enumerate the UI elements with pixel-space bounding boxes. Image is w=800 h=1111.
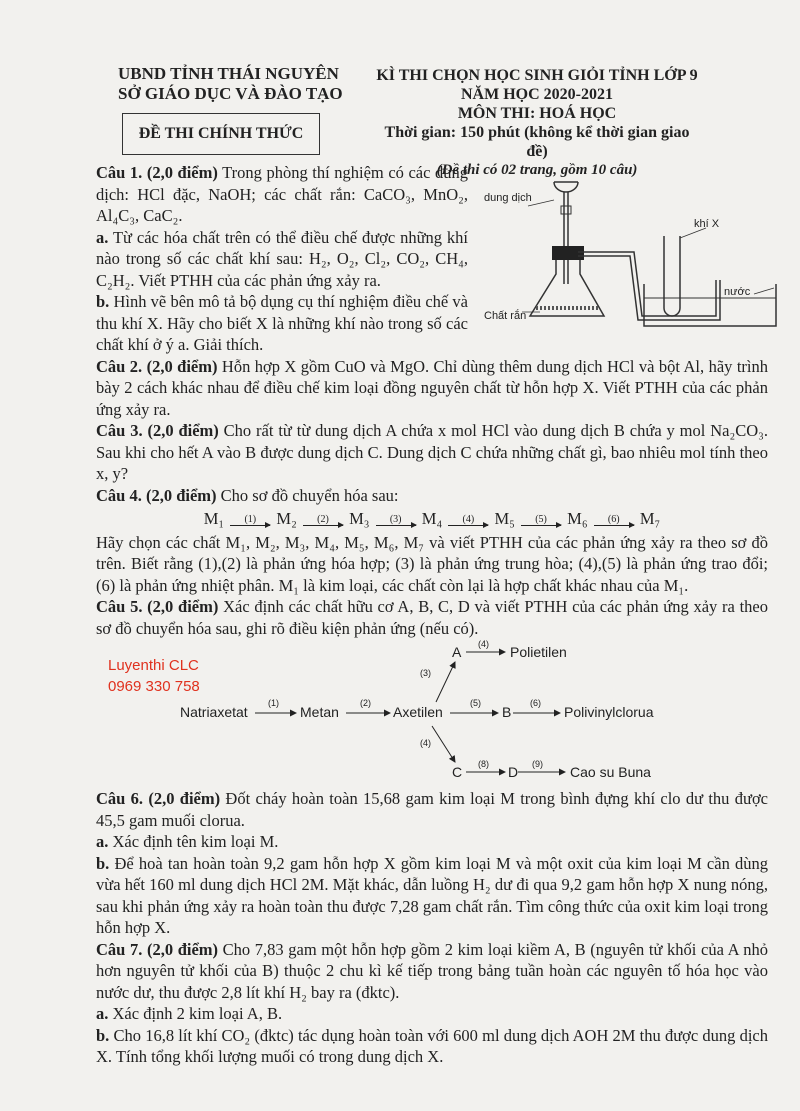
chain-arrow-2: (2) (303, 515, 343, 526)
q7-intro: Cho 7,83 gam một hỗn hợp gồm 2 kim loại kiềm A, B (nguyên tử khối của A nhỏ hơn nguyên tử khối của B) thuộc 2 chu kì kế tiếp trong bảng tuần hoàn các nguyên tố hóa học vào nước dư, thu được 2,8 lít khí H₂ bay ra (đktc). (96, 939, 768, 1002)
chain-m2: M₂ (276, 509, 297, 528)
school-year: NĂM HỌC 2020-2021 (461, 86, 613, 103)
chain-m5: M₅ (494, 509, 515, 528)
q7-a-text: Xác định 2 kim loại A, B. (108, 1004, 283, 1023)
scheme-step-4a: (4) (478, 639, 489, 649)
q6-b-text: Để hoà tan hoàn toàn 9,2 gam hỗn hợp X gồm kim loại M và một oxit của kim loại M cần dùng vừa hết 160 ml dung dịch HCl 2M. Mặt khác, dẫn luồng H₂ dư đi qua 9,2 gam hỗn hợp X nung nóng, sau khi phản ứng xảy ra hoàn toàn thu được 7,28 gam chất rắn. Tìm công thức của oxit kim loại trong hỗn hợp X. (96, 853, 768, 937)
watermark-phone: 0969 330 758 (108, 678, 200, 695)
scheme-step-8: (8) (478, 759, 489, 769)
scheme-d: D (508, 764, 519, 780)
chain-m7: M₇ (639, 509, 661, 528)
q3-text: Cho rất từ từ dung dịch A chứa x mol HCl vào dung dịch B chứa y mol Na₂CO₃. Sau khi cho hết A vào B được dung dịch C. Dung dịch C chứa những chất gì, bao nhiêu mol tính theo x, y? (96, 421, 768, 483)
scheme-metan: Metan (300, 704, 339, 720)
question-2 (96, 356, 768, 421)
q7-b-text: Cho 16,8 lít khí CO₂ (đktc) tác dụng hoàn toàn với 600 ml dung dịch AOH 2M thu được dung dịch X. Tính tổng khối lượng muối có trong dung dịch X. (96, 1025, 768, 1066)
q6-a-text: Xác định tên kim loại M. (108, 832, 279, 851)
q1-a-text: Từ các hóa chất trên có thể điều chế được những khí nào trong số các chất khí sau: H₂, O₂, Cl₂, CO₂, CH₄, C₂H₂. Viết PTHH của các phản ứng xảy ra. (96, 227, 468, 290)
q6-b-label: b. (96, 853, 110, 873)
q3-title: Câu 3. (2,0 điểm) (96, 421, 219, 440)
scheme-pvc: Polivinylclorua (564, 704, 654, 720)
watermark-line1: Luyenthi CLC (108, 657, 199, 674)
question-4 (96, 485, 768, 597)
question-1 (96, 162, 468, 356)
q5-text: Xác định các chất hữu cơ A, B, C, D và viết PTHH của các phản ứng xảy ra theo sơ đồ chuyển hóa sau, ghi rõ điều kiện phản ứng (nếu có). (96, 597, 768, 638)
subject: MÔN THI: HOÁ HỌC (457, 105, 617, 122)
q5-scheme (180, 639, 700, 782)
q6-intro: Đốt cháy hoàn toàn 15,68 gam kim loại M trong bình đựng khí clo dư thu được 45,5 gam muối clorua. (96, 789, 768, 830)
scheme-step-6: (6) (530, 698, 541, 708)
q2-text: Hỗn hợp X gồm CuO và MgO. Chỉ dùng thêm dung dịch HCl và bột Al, hãy trình bày 2 cách khác nhau để điều chế kim loại đồng nguyên chất từ hỗn hợp X. Viết PTHH của các phản ứng xảy ra. (96, 356, 768, 419)
label-gas-x: khí X (694, 218, 720, 230)
label-solution: dung dịch (484, 192, 532, 204)
chain-arrow-3: (3) (376, 515, 416, 526)
chain-m3: M₃ (349, 509, 370, 528)
label-water: nước (724, 286, 751, 298)
chain-arrow-5: (5) (521, 515, 561, 526)
header-left (118, 64, 343, 104)
q4-chain (96, 508, 768, 530)
q4-title: Câu 4. (2,0 điểm) (96, 485, 217, 505)
scheme-step-2: (2) (360, 698, 371, 708)
scheme-step-5: (5) (470, 698, 481, 708)
scheme-a: A (452, 644, 462, 660)
scheme-c: C (452, 764, 463, 780)
question-7 (96, 939, 768, 1068)
q1-intro: Trong phòng thí nghiệm có các dung dịch: HCl đặc, NaOH; các chất rắn: CaCO₃, MnO₂, Al₄C₃, CaC₂. (96, 163, 468, 225)
exam-body (96, 162, 768, 639)
question-5 (96, 596, 768, 639)
q5-title: Câu 5. (2,0 điểm) (96, 597, 219, 616)
q2-title: Câu 2. (2,0 điểm) (96, 356, 218, 376)
scheme-natriaxetat: Natriaxetat (180, 704, 248, 720)
scheme-axetilen: Axetilen (393, 704, 443, 720)
exam-title: KÌ THI CHỌN HỌC SINH GIỎI TỈNH LỚP 9 (376, 67, 698, 84)
question-6 (96, 788, 768, 939)
exam-body-2 (96, 788, 768, 1068)
question-3 (96, 420, 768, 485)
scheme-step-3: (3) (420, 668, 431, 678)
scheme-b: B (502, 704, 512, 720)
q6-a-label: a. (96, 832, 109, 851)
chain-arrow-6: (6) (594, 515, 634, 526)
q4-text: Hãy chọn các chất M₁, M₂, M₃, M₄, M₅, M₆, M₇ và viết PTHH của các phản ứng xảy ra theo sơ đồ trên. Biết rằng (1),(2) là phản ứng hóa hợp; (3) là phản ứng trung hòa; (4),(5) là phản ứng trao đổi; (6) là phản ứng nhiệt phân. M₁ là kim loại, các chất còn lại là hợp chất khác nhau của M₁. (96, 532, 768, 595)
scheme-buna: Cao su Buna (570, 764, 651, 780)
q4-intro: Cho sơ đồ chuyển hóa sau: (216, 485, 399, 505)
scheme-polietilen: Polietilen (510, 644, 567, 660)
q6-title: Câu 6. (2,0 điểm) (96, 789, 221, 808)
official-label: ĐỀ THI CHÍNH THỨC (138, 125, 304, 142)
scheme-step-1: (1) (268, 698, 279, 708)
scheme-step-4b: (4) (420, 738, 431, 748)
chain-m6: M₆ (567, 509, 588, 528)
chain-arrow-4: (4) (448, 515, 488, 526)
chain-m1: M₁ (203, 509, 225, 528)
label-solid: Chất rắn (484, 310, 527, 322)
q1-title: Câu 1. (2,0 điểm) (96, 163, 218, 182)
chain-arrow-1: (1) (230, 515, 270, 526)
department-line: SỞ GIÁO DỤC VÀ ĐÀO TẠO (118, 84, 343, 103)
scheme-step-9: (9) (532, 759, 543, 769)
q7-b-label: b. (96, 1025, 110, 1045)
q7-a-label: a. (96, 1004, 109, 1023)
chain-m4: M₄ (421, 509, 443, 528)
province-line: UBND TỈNH THÁI NGUYÊN (118, 64, 339, 83)
q7-title: Câu 7. (2,0 điểm) (96, 939, 219, 959)
q1-a-label: a. (96, 227, 109, 247)
official-exam-box (122, 113, 320, 155)
q1-b-text: Hình vẽ bên mô tả bộ dụng cụ thí nghiệm điều chế và thu khí X. Hãy cho biết X là những khí nào trong số các chất khí ở ý a. Giải thích. (96, 292, 468, 354)
page-note: (Đề thi có 02 trang, gồm 10 câu) (436, 162, 638, 178)
time-limit: Thời gian: 150 phút (không kể thời gian giao đề) (384, 124, 690, 160)
q1-b-label: b. (96, 292, 110, 311)
